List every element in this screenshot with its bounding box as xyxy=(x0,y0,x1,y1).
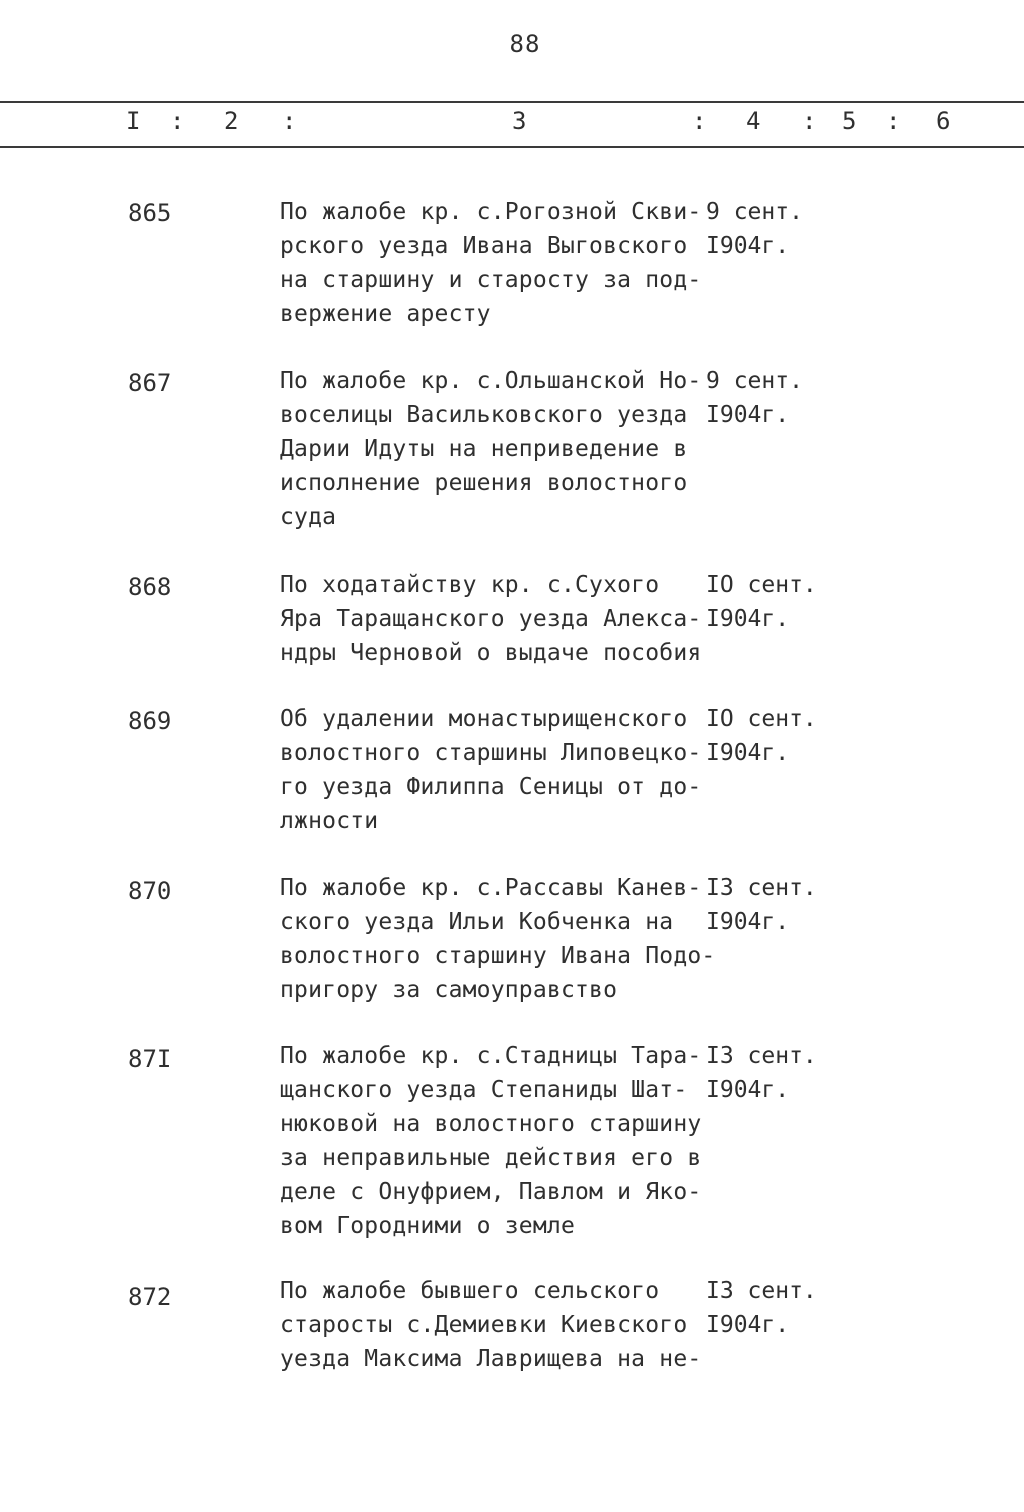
entry-description xyxy=(280,871,720,1007)
entry-date-year: I904г. xyxy=(706,740,790,766)
entry-description-line: ского уезда Ильи Кобченка на xyxy=(280,909,674,935)
column-header-5: 5 xyxy=(842,107,857,135)
column-header-1: I xyxy=(126,107,141,135)
entry-description-line: ндры Черновой о выдаче пособия xyxy=(280,640,702,666)
table-header-top-rule xyxy=(0,101,1024,103)
column-header-3: 3 xyxy=(512,107,527,135)
entry-description-line: старосты с.Демиевки Киевского xyxy=(280,1312,688,1338)
entry-date xyxy=(706,568,817,636)
entry-date xyxy=(706,702,817,770)
entry-date-day: IO сент. xyxy=(706,706,817,732)
column-separator: : xyxy=(282,107,297,135)
entry-date xyxy=(706,1274,817,1342)
entry-number: 868 xyxy=(128,573,172,601)
entry-description-line: По жалобе бывшего сельского xyxy=(280,1278,660,1304)
entry-description-line: Об удалении монастырищенского xyxy=(280,706,688,732)
entry-date xyxy=(706,871,817,939)
entry-description-line: деле с Онуфрием, Павлом и Яко- xyxy=(280,1179,702,1205)
entry-description-line: вержение аресту xyxy=(280,301,491,327)
entry-number: 867 xyxy=(128,369,172,397)
column-separator: : xyxy=(692,107,707,135)
entry-description-line: щанского уезда Степаниды Шат- xyxy=(280,1077,688,1103)
entry-description-line: По жалобе кр. с.Рассавы Канев- xyxy=(280,875,702,901)
entry-number: 869 xyxy=(128,707,172,735)
entry-date xyxy=(706,195,803,263)
entry-description-line: Яра Таращанского уезда Алекса- xyxy=(280,606,702,632)
entry-date-day: 9 сент. xyxy=(706,199,803,225)
entry-number: 872 xyxy=(128,1283,172,1311)
entry-description-line: уезда Максима Лаврищева на не- xyxy=(280,1346,702,1372)
table-header-bottom-rule xyxy=(0,146,1024,148)
entry-description-line: го уезда Филиппа Сеницы от до- xyxy=(280,774,702,800)
entry-description xyxy=(280,1039,720,1243)
entry-description-line: По ходатайству кр. с.Сухого xyxy=(280,572,660,598)
entry-description-line: нюковой на волостного старшину xyxy=(280,1111,702,1137)
entry-description-line: По жалобе кр. с.Стадницы Тара- xyxy=(280,1043,702,1069)
column-separator: : xyxy=(802,107,817,135)
entry-date-year: I904г. xyxy=(706,606,790,632)
entry-description-line: пригору за самоуправство xyxy=(280,977,618,1003)
entry-date xyxy=(706,364,803,432)
entry-description-line: По жалобе кр. с.Рогозной Скви- xyxy=(280,199,702,225)
entry-description-line: По жалобе кр. с.Ольшанской Но- xyxy=(280,368,702,394)
entry-number: 865 xyxy=(128,199,172,227)
entry-description-line: за неправильные действия его в xyxy=(280,1145,702,1171)
entry-date xyxy=(706,1039,817,1107)
entry-description-line: суда xyxy=(280,504,337,530)
entry-date-year: I904г. xyxy=(706,1077,790,1103)
entry-description-line: лжности xyxy=(280,808,379,834)
entry-number: 870 xyxy=(128,877,172,905)
column-header-2: 2 xyxy=(224,107,239,135)
entry-number: 87I xyxy=(128,1045,172,1073)
entry-description xyxy=(280,195,720,331)
entry-date-year: I904г. xyxy=(706,402,790,428)
entry-description-line: волостного старшину Ивана Подо- xyxy=(280,943,716,969)
column-header-6: 6 xyxy=(936,107,951,135)
page-number: 88 xyxy=(509,30,541,58)
entry-description-line: исполнение решения волостного xyxy=(280,470,688,496)
entry-date-day: 9 сент. xyxy=(706,368,803,394)
entry-description-line: рского уезда Ивана Выговского xyxy=(280,233,688,259)
entry-date-day: I3 сент. xyxy=(706,875,817,901)
entry-date-year: I904г. xyxy=(706,909,790,935)
entry-description-line: на старшину и старосту за под- xyxy=(280,267,702,293)
column-header-4: 4 xyxy=(746,107,761,135)
column-separator: : xyxy=(886,107,901,135)
entry-description-line: Дарии Идуты на неприведение в xyxy=(280,436,688,462)
entry-description-line: волостного старшины Липовецко- xyxy=(280,740,702,766)
entry-date-year: I904г. xyxy=(706,233,790,259)
entry-date-year: I904г. xyxy=(706,1312,790,1338)
entry-date-day: I3 сент. xyxy=(706,1278,817,1304)
column-separator: : xyxy=(170,107,185,135)
entry-description xyxy=(280,702,720,838)
entry-description xyxy=(280,568,720,670)
entry-description-line: воселицы Васильковского уезда xyxy=(280,402,688,428)
entry-description xyxy=(280,364,720,534)
entry-description xyxy=(280,1274,720,1376)
entry-date-day: IO сент. xyxy=(706,572,817,598)
entry-description-line: вом Городними о земле xyxy=(280,1213,575,1239)
entry-date-day: I3 сент. xyxy=(706,1043,817,1069)
